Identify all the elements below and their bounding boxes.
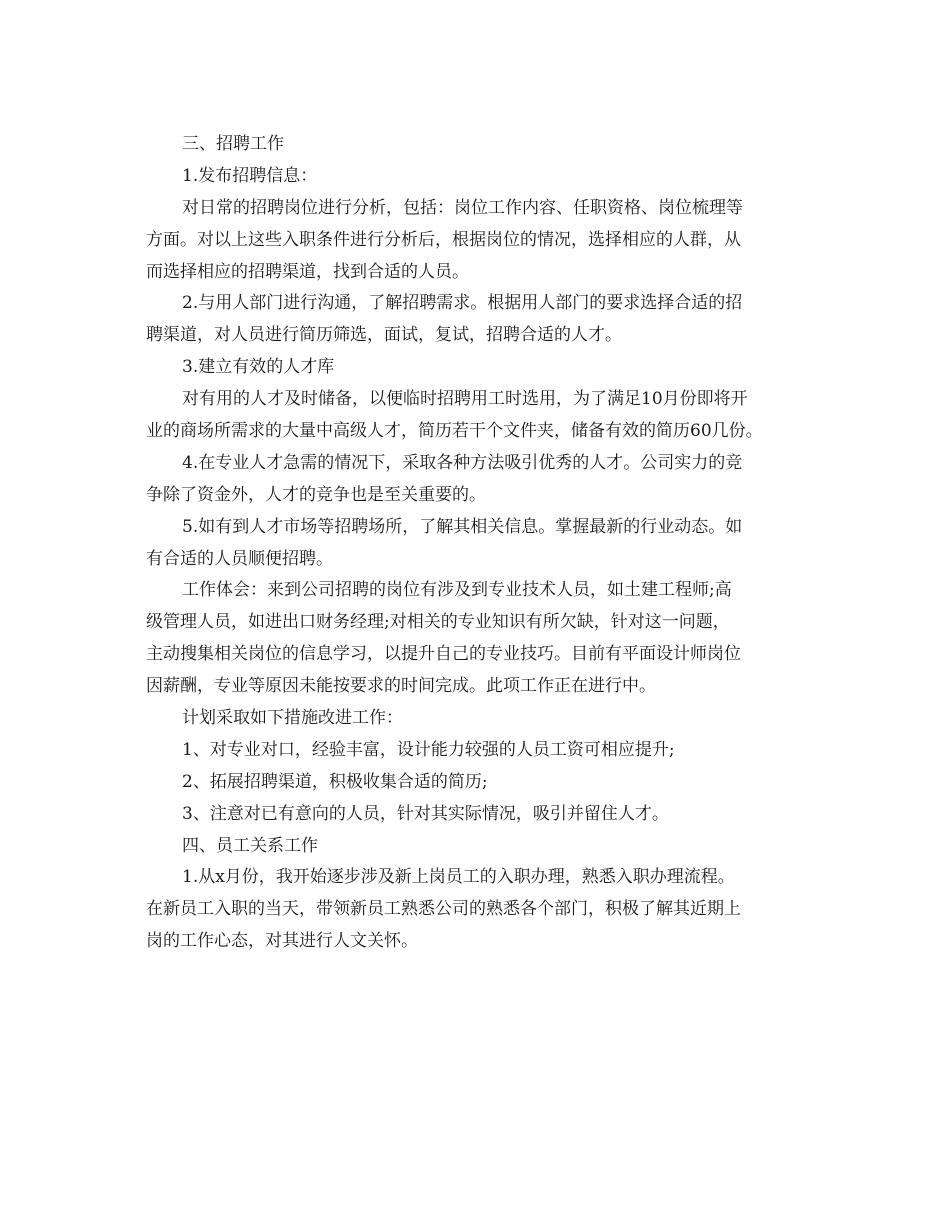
section-heading-employee-relations: 四、员工关系工作 — [182, 835, 318, 856]
paragraph-line: 有合适的人员顺便招聘。 — [146, 548, 333, 569]
paragraph-line: 主动搜集相关岗位的信息学习，以提升自己的专业技巧。目前有平面设计师岗位 — [146, 644, 741, 665]
paragraph-line: 4.在专业人才急需的情况下，采取各种方法吸引优秀的人才。公司实力的竞 — [182, 452, 743, 473]
paragraph-line: 对有用的人才及时储备，以便临时招聘用工时选用，为了满足10月份即将开 — [182, 389, 748, 410]
paragraph-line: 在新员工入职的当天，带领新员工熟悉公司的熟悉各个部门，积极了解其近期上 — [146, 899, 741, 920]
item-heading-publish-info: 1.发布招聘信息： — [182, 165, 318, 186]
item-heading-talent-pool: 3.建立有效的人才库 — [182, 357, 335, 378]
paragraph-line: 1.从x月份，我开始逐步涉及新上岗员工的入职办理，熟悉入职办理流程。 — [182, 867, 735, 888]
list-item: 1、对专业对口，经验丰富，设计能力较强的人员工资可相应提升; — [182, 739, 675, 760]
paragraph-line: 2.与用人部门进行沟通，了解招聘需求。根据用人部门的要求选择合适的招 — [182, 293, 743, 314]
paragraph-line: 而选择相应的招聘渠道，找到合适的人员。 — [146, 261, 469, 282]
paragraph-line: 聘渠道，对人员进行简历筛选，面试，复试，招聘合适的人才。 — [146, 325, 622, 346]
paragraph-line: 岗的工作心态，对其进行人文关怀。 — [146, 931, 418, 952]
paragraph-line: 因薪酬，专业等原因未能按要求的时间完成。此项工作正在进行中。 — [146, 676, 656, 697]
paragraph-line: 方面。对以上这些入职条件进行分析后，根据岗位的情况，选择相应的人群，从 — [146, 229, 741, 250]
section-heading-recruitment: 三、招聘工作 — [182, 134, 284, 154]
paragraph-line: 5.如有到人才市场等招聘场所，了解其相关信息。掌握最新的行业动态。如 — [182, 516, 743, 537]
list-item: 2、拓展招聘渠道，积极收集合适的简历; — [182, 771, 488, 792]
paragraph-line: 级管理人员，如进出口财务经理;对相关的专业知识有所欠缺，针对这一问题， — [146, 612, 730, 633]
paragraph-line: 计划采取如下措施改进工作： — [182, 708, 403, 729]
document-body — [146, 129, 806, 958]
paragraph-line: 对日常的招聘岗位进行分析，包括：岗位工作内容、任职资格、岗位梳理等 — [182, 197, 743, 218]
paragraph-line: 争除了资金外，人才的竞争也是至关重要的。 — [146, 484, 486, 505]
paragraph-line: 工作体会：来到公司招聘的岗位有涉及到专业技术人员，如土建工程师;高 — [182, 580, 732, 601]
list-item: 3、注意对已有意向的人员，针对其实际情况，吸引并留住人才。 — [182, 803, 669, 824]
paragraph-line: 业的商场所需求的大量中高级人才，简历若干个文件夹，储备有效的简历60几份。 — [146, 421, 763, 442]
